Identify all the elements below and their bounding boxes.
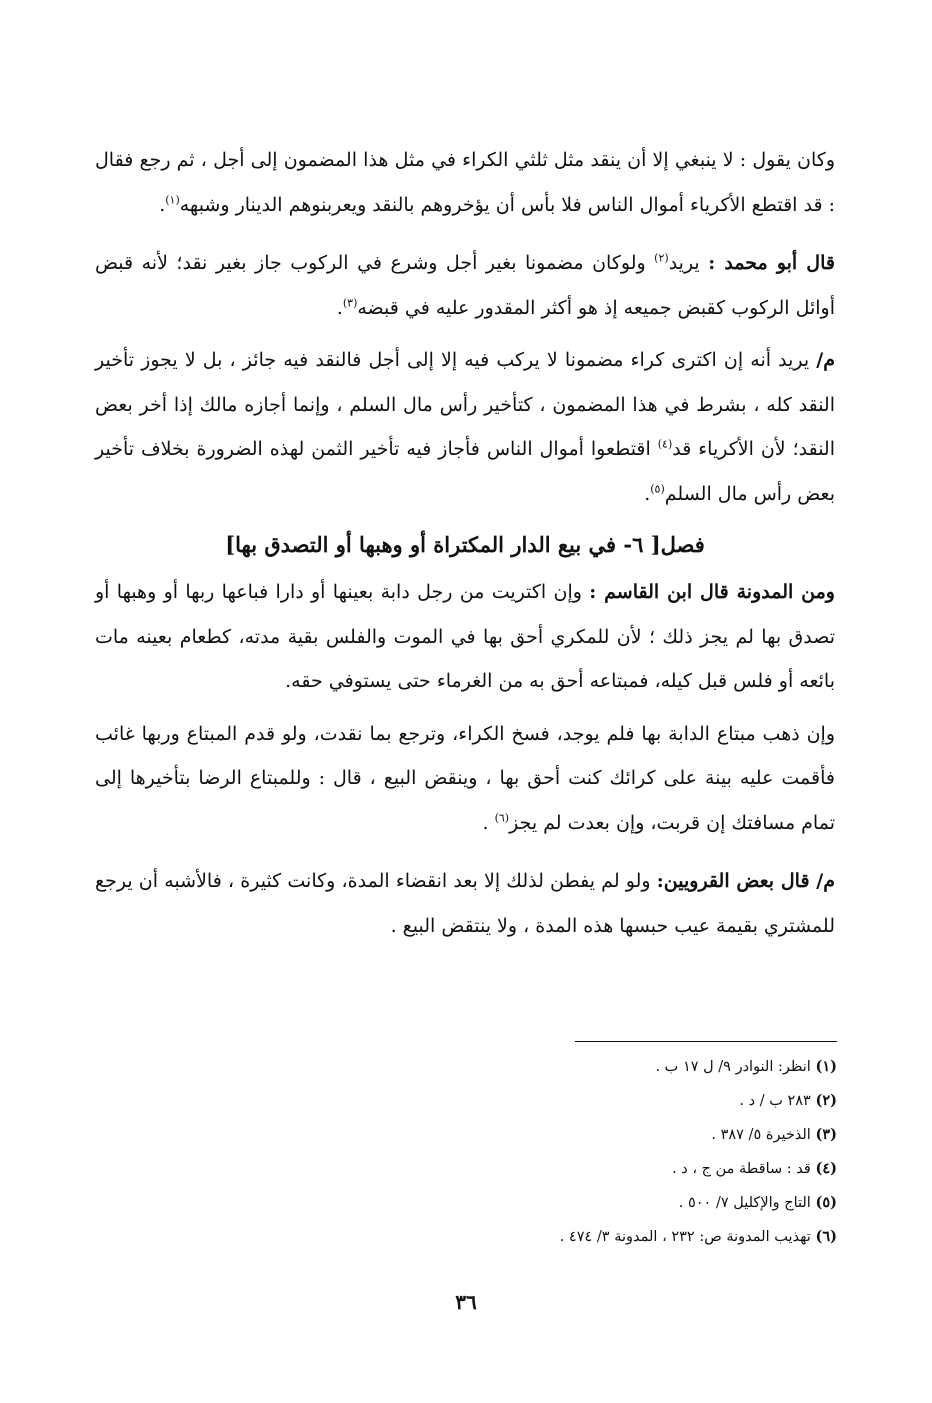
paragraph-6-text: ولو لم يفطن لذلك إلا بعد انقضاء المدة، وكانت كثيرة ، فالأشبه أن يرجع للمشتري بقيمة عيب حبسها هذه المدة ، ولا ينتقض البيع . bbox=[95, 870, 835, 937]
footnote-4 bbox=[97, 1152, 837, 1186]
footnote-number: (٢) bbox=[815, 1092, 837, 1109]
footnote-number: (٣) bbox=[815, 1126, 837, 1143]
paragraph-3-text-2: اقتطعوا أموال الناس فأجاز فيه تأخير الثمن لهذه الضرورة بخلاف تأخير بعض رأس مال السلم bbox=[95, 438, 835, 505]
paragraph-1 bbox=[95, 138, 835, 227]
footnote-ref-6[interactable]: (٦) bbox=[494, 811, 510, 825]
paragraph-3-lead: م/ bbox=[816, 349, 835, 371]
footnote-ref-5[interactable]: (٥) bbox=[650, 482, 665, 496]
footnote-1 bbox=[97, 1050, 837, 1084]
paragraph-6 bbox=[95, 859, 835, 948]
paragraph-1-text: وكان يقول : لا ينبغي إلا أن ينقد مثل ثلثي الكراء في مثل هذا المضمون إلى أجل ، ثم رجع فقال : قد اقتطع الأكرياء أموال الناس فلا بأس أن يؤخروهم بالنقد ويعربنوهم الدينار وشبهه bbox=[95, 149, 835, 216]
footnote-divider bbox=[575, 1041, 837, 1042]
page-body bbox=[95, 138, 835, 948]
period: . bbox=[159, 193, 166, 216]
paragraph-6-lead: م/ قال بعض القرويين: bbox=[656, 870, 835, 892]
paragraph-2-text: يريد bbox=[668, 252, 709, 274]
paragraph-2 bbox=[95, 241, 835, 330]
footnotes bbox=[97, 1041, 837, 1254]
footnote-text: تهذيب المدونة ص: ٢٣٢ ، المدونة ٣/ ٤٧٤ . bbox=[559, 1229, 816, 1245]
footnote-text: انظر: النوادر ٩/ ل ١٧ ب . bbox=[655, 1059, 816, 1075]
period: . bbox=[644, 482, 651, 505]
period: . bbox=[482, 811, 495, 834]
footnote-2 bbox=[97, 1084, 837, 1118]
footnote-number: (٦) bbox=[815, 1228, 837, 1245]
paragraph-5 bbox=[95, 712, 835, 846]
paragraph-4 bbox=[95, 570, 835, 704]
footnote-ref-3[interactable]: (٣) bbox=[342, 296, 358, 310]
footnote-number: (٥) bbox=[815, 1194, 837, 1211]
paragraph-4-lead: ومن المدونة قال ابن القاسم : bbox=[589, 581, 835, 603]
page-number: ٣٦ bbox=[455, 1290, 477, 1314]
footnote-ref-4[interactable]: (٤) bbox=[657, 437, 673, 451]
section-heading: فصل[ ٦- في بيع الدار المكتراة أو وهبها أو التصدق بها] bbox=[225, 532, 705, 557]
paragraph-2-lead: قال أبو محمد : bbox=[708, 252, 835, 274]
footnote-text: الذخيرة ٥/ ٣٨٧ . bbox=[711, 1127, 816, 1143]
footnote-ref-1[interactable]: (١) bbox=[165, 193, 180, 207]
footnote-number: (٤) bbox=[815, 1160, 837, 1177]
paragraph-4-text: وإن اكتريت من رجل دابة بعينها أو دارا فباعها ربها أو وهبها أو تصدق بها لم يجز ذلك ؛ لأن للمكري أحق بها في الموت والفلس بقية مدته، كطعام بعينه مات بائعه أو فلس قبل كيله، فمبتاعه أحق به من الغرماء حتى يستوفي حقه. bbox=[95, 581, 835, 692]
footnote-6 bbox=[97, 1220, 837, 1254]
footnote-ref-2[interactable]: (٢) bbox=[654, 251, 669, 265]
footnote-text: التاج والإكليل ٧/ ٥٠٠ . bbox=[678, 1195, 816, 1211]
paragraph-2-text-2: ولوكان مضمونا بغير أجل وشرع في الركوب جاز بغير نقد؛ لأنه قبض أوائل الركوب كقبض جميعه إذ هو أكثر المقدور عليه في قبضه bbox=[95, 252, 835, 319]
paragraph-5-text: وإن ذهب مبتاع الدابة بها فلم يوجد، فسخ الكراء، وترجع بما نقدت، ولو قدم المبتاع وربها غائب فأقمت عليه بينة على كرائك كنت أحق بها ، وينقض البيع ، قال : وللمبتاع الرضا بتأخيرها إلى تمام مسافتك إن قربت، وإن بعدت لم يجز bbox=[95, 722, 835, 834]
footnote-text: ٢٨٣ ب / د . bbox=[739, 1093, 816, 1109]
footnote-number: (١) bbox=[815, 1058, 837, 1075]
footnote-5 bbox=[97, 1186, 837, 1220]
paragraph-3-text: يريد أنه إن اكترى كراء مضمونا لا يركب فيه إلا إلى أجل فالنقد فيه جائز ، بل لا يجوز تأخير النقد كله ، بشرط في هذا المضمون ، كتأخير رأس مال السلم ، وإنما أجازه مالك إذا أخر بعض النقد؛ لأن الأكرياء قد bbox=[95, 349, 835, 460]
footnote-3 bbox=[97, 1118, 837, 1152]
period: . bbox=[336, 296, 343, 319]
footnote-text: قد : ساقطة من ج ، د . bbox=[672, 1161, 816, 1177]
paragraph-3 bbox=[95, 338, 835, 516]
